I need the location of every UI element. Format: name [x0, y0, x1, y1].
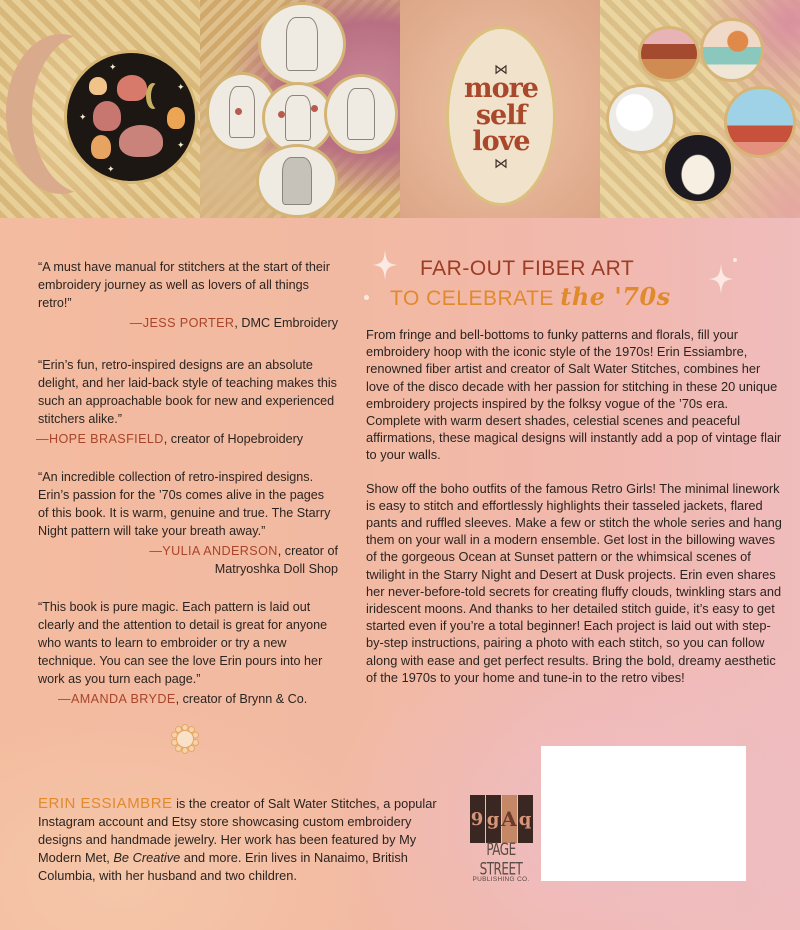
- praise-quotes: [38, 258, 338, 728]
- photo-floral-night-hoop: [0, 0, 200, 218]
- figure-drawing: [285, 95, 311, 141]
- hoop-word-love: love: [472, 126, 530, 158]
- desert-hoop: [638, 26, 700, 82]
- starry-night-hoop: [662, 132, 734, 204]
- headline-accent: the '70s: [560, 282, 671, 311]
- letterpress-block: g: [486, 795, 501, 843]
- desert-dusk-hoop: [724, 86, 796, 158]
- embroidery-hoop: [258, 2, 346, 86]
- embroidery-hoop: [256, 144, 338, 218]
- quote-text: “An incredible collection of retro-inspired designs. Erin’s passion for the ’70s comes alive in the pages of this book. It is warm, genuine and true. The Starry Night pattern will take your breath away.”: [38, 470, 331, 538]
- sparkle-dot-icon: [733, 258, 737, 262]
- quote-author: —HOPE BRASFIELD: [36, 432, 164, 446]
- hoop-word-more: more: [464, 73, 538, 105]
- bio-text-end: and more. Erin lives in Nanaimo, British Columbia, with her husband and two children.: [38, 850, 408, 883]
- photo-more-self-love-hoop: [400, 0, 600, 218]
- quote-author: —JESS PORTER: [129, 316, 235, 330]
- crescent-moon-icon: [151, 83, 165, 109]
- star-icon: ✦: [107, 164, 115, 174]
- quote-yulia-anderson: [38, 468, 338, 578]
- quote-affiliation: , creator of Hopebroidery: [163, 432, 304, 446]
- star-icon: ✦: [109, 62, 117, 72]
- author-name: ERIN ESSIAMBRE: [38, 795, 173, 812]
- butterfly-icon: ⋈: [494, 154, 508, 171]
- flower-icon: [119, 125, 163, 157]
- bio-text: is the creator of Salt Water Stitches, a popular Instagram account and Etsy store showcasing custom embroidery designs and handmade jewelry. Her work has been featured by My Modern Met,: [38, 796, 437, 865]
- photo-landscape-hoops: [600, 0, 800, 218]
- flower-medallion-icon: [170, 724, 200, 754]
- headline-line-1: FAR-OUT FIBER ART: [420, 257, 635, 280]
- star-icon: ✦: [177, 82, 185, 92]
- headline: [390, 255, 720, 313]
- embroidery-hoop: [64, 50, 198, 184]
- hoop-word-self: self: [475, 99, 527, 131]
- star-icon: ✦: [177, 140, 185, 150]
- letterpress-block: 9: [470, 795, 485, 843]
- quote-amanda-bryde: [38, 598, 338, 708]
- butterfly-icon: [91, 135, 111, 159]
- quote-text: “This book is pure magic. Each pattern is laid out clearly and the attention to detail is great for anyone who wants to learn to embroider or try a new technique. You can see the love Erin pours into her work as you turn each page.”: [38, 600, 328, 686]
- barcode-area: [541, 746, 746, 881]
- quote-affiliation-line-2: Matryoshka Doll Shop: [214, 562, 338, 576]
- embroidery-hoop: [324, 74, 398, 154]
- quote-jess-porter: [38, 258, 338, 332]
- quote-attribution: [38, 690, 338, 708]
- quote-affiliation: , DMC Embroidery: [234, 316, 338, 330]
- publisher-name: PAGE STREET: [479, 839, 523, 879]
- butterfly-icon: [167, 107, 185, 129]
- quote-text: “Erin’s fun, retro-inspired designs are an absolute delight, and her laid-back style of teaching makes this such an approachable book for new and experienced stitchers alike.”: [38, 358, 337, 426]
- quote-affiliation: , creator of Brynn & Co.: [175, 692, 308, 706]
- butterfly-icon: [89, 77, 107, 95]
- letterpress-block: q: [518, 795, 533, 843]
- description-paragraph-2: Show off the boho outfits of the famous Retro Girls! The minimal linework is easy to stitch and effortlessly highlights their tasseled jackets, flared pants and ruffled sleeves. Make a few or stitch the whole series and hang them on your wall in a modern ensemble. Get lost in the billowing waves of the gorgeous Ocean at Sunset pattern or the whimsical scenes of twilight in the Starry Night and Desert at Dusk projects. Erin even shares her never-before-told secrets for creating fluffy clouds, twinkling stars and iridescent moons. And thanks to her detailed stitch guide, it’s easy to get started even if you’re a total beginner! Each project is laid out with step-by-step instructions, pairing a photo with each stitch, so you can follow along with ease and get perfect results. Bring the bold, dreamy aesthetic of the 1970s to your home and tune-in to the retro vibes!: [366, 480, 782, 685]
- star-icon: ✦: [79, 112, 87, 122]
- book-description: [366, 326, 786, 702]
- quote-hope-brasfield: [38, 356, 338, 448]
- bio-italic-title: Be Creative: [113, 850, 181, 865]
- quote-author: —YULIA ANDERSON: [149, 544, 278, 558]
- oval-hoop: [446, 26, 556, 206]
- photo-strip: [0, 0, 800, 218]
- author-bio: [38, 795, 438, 885]
- quote-attribution: [36, 430, 338, 448]
- ocean-sunset-hoop: [700, 18, 764, 82]
- cloud-hoop: [606, 84, 676, 154]
- flower-icon: [117, 75, 147, 101]
- figure-drawing: [347, 88, 374, 140]
- publisher-logo: [468, 795, 534, 883]
- figure-drawing: [229, 86, 255, 138]
- letterpress-block: A: [502, 795, 517, 843]
- quote-author: —AMANDA BRYDE: [58, 692, 176, 706]
- sparkle-icon: [372, 250, 398, 280]
- letterpress-blocks-icon: [468, 795, 534, 843]
- quote-affiliation: , creator of: [277, 544, 338, 558]
- description-paragraph-1: From fringe and bell-bottoms to funky patterns and florals, fill your embroidery hoop with the iconic style of the 1970s! Erin Essiambre, renowned fiber artist and creator of Salt Water Stitches, combines her love of the disco decade with her passion for stitching in these 20 unique embroidery projects inspired by the folksy vogue of the ’70s era. Complete with warm desert shades, celestial scenes and peaceful affirmations, these magical designs will instantly add a pop of vintage flair to your walls.: [366, 327, 782, 463]
- rose-icon: [311, 105, 318, 112]
- sparkle-dot-icon: [364, 295, 369, 300]
- quote-attribution: [38, 314, 338, 332]
- publisher-subtitle: PUBLISHING CO.: [472, 876, 530, 883]
- headline-line-2: [390, 283, 720, 313]
- quote-attribution: [38, 542, 338, 578]
- photo-retro-girls-hoops: [200, 0, 400, 218]
- figure-drawing: [282, 157, 312, 205]
- butterfly-icon: ⋈: [494, 61, 508, 78]
- flower-icon: [93, 101, 121, 131]
- headline-prefix: TO CELEBRATE: [390, 287, 561, 310]
- quote-text: “A must have manual for stitchers at the start of their embroidery journey as well as lovers of all things retro!”: [38, 260, 330, 310]
- figure-drawing: [286, 17, 319, 72]
